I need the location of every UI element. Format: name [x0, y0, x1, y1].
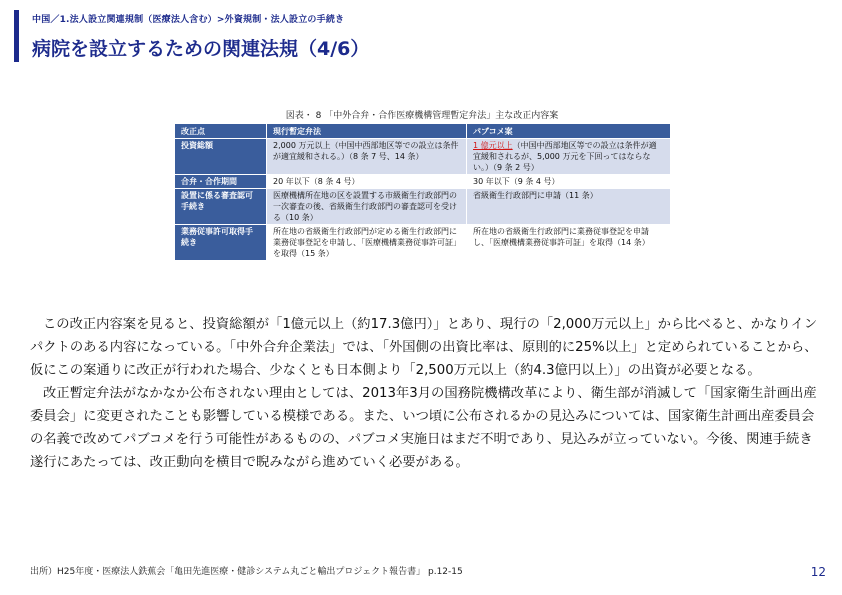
- proposal-cell: [467, 225, 671, 261]
- table-row: [175, 175, 671, 189]
- column-header-current-rules: 現行暫定弁法: [267, 124, 467, 139]
- page-title: 病院を設立するための関連法規（4/6）: [32, 38, 370, 60]
- body-paragraph: この改正内容案を見ると、投資総額が「1億元以上（約17.3億円）」とあり、現行の「2,000万元以上」から比べると、かなりインパクトのある内容になっている。「中外合弁企業法」では、「外国側の出資比率は、原則的に25%以上」と定められていることから、仮にこの案通りに改正が行われた場合、少なくとも日本側より「2,500万元以上（約4.3億円以上）」の出資が必要となる。: [30, 317, 818, 378]
- title-accent-bar: [14, 10, 19, 62]
- proposal-text: （中国中西部地区等での設立は条件が適宜緩和されるが、5,000 万元を下回ってはならない。）（9 条 2 号）: [473, 141, 657, 172]
- column-header-revision-point: 改正点: [175, 124, 267, 139]
- proposal-cell: [467, 189, 671, 225]
- current-rule-cell: 20 年以下（8 条 4 号）: [267, 175, 467, 189]
- proposal-text: 省級衛生行政部門に申請（11 条）: [473, 191, 598, 200]
- row-label: 設置に係る審査認可手続き: [175, 189, 267, 225]
- table-row: [175, 225, 671, 261]
- body-text: [30, 313, 820, 474]
- figure-caption: 図表・ 8 「中外合弁・合作医療機構管理暫定弁法」主な改正内容案: [285, 111, 559, 121]
- row-label: 合弁・合作期間: [175, 175, 267, 189]
- current-rule-cell: 2,000 万元以上（中国中西部地区等での設立は条件が適宜緩和される。）（8 条 7 号、14 条）: [267, 139, 467, 175]
- page-number: 12: [810, 565, 826, 579]
- current-rule-cell: 医療機構所在地の区を設置する市級衛生行政部門の一次審査の後、省級衛生行政部門の審査認可を受ける（10 条）: [267, 189, 467, 225]
- highlighted-amount: 1 億元以上: [473, 141, 513, 150]
- table-row: [175, 189, 671, 225]
- source-footnote: 出所）H25年度・医療法人鉄蕉会「亀田先進医療・健診システム丸ごと輸出プロジェクト報告書」 p.12-15: [30, 567, 463, 577]
- current-rule-cell: 所在地の省級衛生行政部門が定める衛生行政部門に業務従事登記を申請し、「医療機構業務従事許可証」を取得（15 条）: [267, 225, 467, 261]
- proposal-text: 30 年以下（9 条 4 号）: [473, 177, 560, 186]
- row-label: 業務従事許可取得手続き: [175, 225, 267, 261]
- table-row: [175, 139, 671, 175]
- column-header-draft-proposal: パブコメ案: [467, 124, 671, 139]
- proposal-cell: [467, 139, 671, 175]
- proposal-text: 所在地の省級衛生行政部門に業務従事登記を申請し、「医療機構業務従事許可証」を取得（14 条）: [473, 227, 650, 247]
- table-header-row: [175, 124, 671, 139]
- row-label: 投資総額: [175, 139, 267, 175]
- comparison-table: [174, 123, 671, 261]
- proposal-cell: [467, 175, 671, 189]
- comparison-figure: [174, 109, 670, 281]
- body-paragraph: 改正暫定弁法がなかなか公布されない理由としては、2013年3月の国務院機構改革により、衛生部が消滅して「国家衛生計画出産委員会」に変更されたことも影響している模様である。また、いつ頃に公布されるかの見込みについては、国家衛生計画出産委員会の名義で改めてパブコメを行う可能性があるものの、パブコメ実施日はまだ不明であり、見込みが立っていない。今後、関連手続き遂行にあたっては、改正動向を横目で睨みながら進めていく必要がある。: [30, 386, 817, 470]
- breadcrumb: 中国／1.法人設立関連規制（医療法人含む）>外資規制・法人設立の手続き: [32, 15, 345, 25]
